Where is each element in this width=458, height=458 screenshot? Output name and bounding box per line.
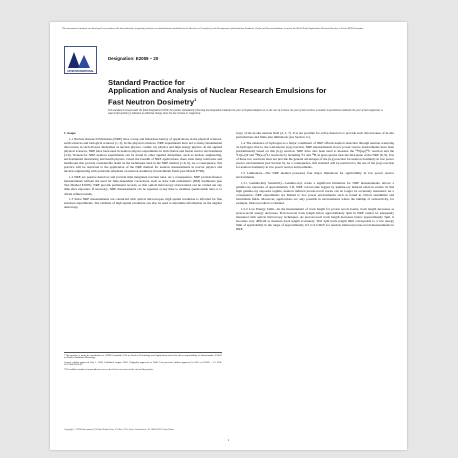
logo-text: ASTM INTERNATIONAL (67, 70, 94, 73)
paragraph-1-3-continued: tropy of the in-situ neutron field (4, 5, 7). It is not possible for active detectors to provide such data because of in-situ perturbations and finite-size limitations (see Section 11). (236, 131, 394, 140)
paragraph-1-3: 1.3 Since NRE measurements are conducted with optical microscopes, high spatial resolution is afforded for fine structure experiments. The attribute of high spatial resolution can also be used to determine information on the angular anisotropy (64, 197, 222, 210)
title-line-2: Application and Analysis of Nuclear Research Emulsions for (108, 86, 327, 96)
title-line-3-text: Fast Neutron Dosimetry (108, 97, 195, 107)
astm-logo (64, 46, 97, 74)
scope-heading: 1. Scope (64, 131, 76, 135)
paragraph-1-5: 1.5 Limitations—The NRE method possesses four major limitations for applicability in low power reactor environments. (236, 171, 394, 180)
page-number: 1 (227, 438, 230, 442)
left-column (64, 131, 222, 211)
wto-notice: This international standard was developed in accordance with internationally recognized principles on standardization established in the Decision on Principles for the Development of International Standards, Guides and Recommendations issued by the World Trade Organization Technical Barriers to Trade (TBT) Committee. (62, 28, 364, 30)
title-line-1: Standard Practice for (108, 78, 185, 87)
paragraph-1-5-1: 1.5.1 Gamma-Ray Sensitivity—Gamma-rays create a significant limitation for NRE measurements. Above a gamma-ray exposure of approximately 3 R, NRE can become fogged by gamma-ray induced electron events. In this high gamma-ray exposure regime, neutron induced proton-recoil tracks can no longer be accurately measured. As a consequence, NRE experiments are limited to low power environments such as found in critical assemblies and benchmark fields. Moreover, applications are only possible in environments where the buildup of radioactivity, for example, fission products, is limited. (236, 180, 394, 206)
footnote-2: ² The boldface numbers in parentheses refer to the list of references at the end of this practice. (64, 367, 154, 371)
paragraph-1-4: 1.4 The existence of hydrogen as a major constituent of NRE affords neutron detection through neutron scattering on hydrogen, that is, the well-known (n,p) reaction. NRE measurements in low power reactor environments have been predominantly based on this (n,p) reaction. NRE have also been used to measure the ¹⁴N(n,p)¹⁴C reaction and the ⁶Li(n,α)T and ¹⁰B(n,α)⁷Li reactions by including ⁶Li and ¹⁰B as glass specks near the mid-plane of the NRE (8, 9). Use of these two reactions does not provide the general advantages of the (n,p) reaction for neutron dosimetry in low power reactor environments (see Section 6). As a consequence, this standard will be restricted to the use of the (n,p) reaction for neutron dosimetry in low power reactor environments. (236, 140, 394, 170)
title-footnote-mark: 1 (194, 96, 197, 102)
title-line-3 (108, 96, 338, 107)
right-column (236, 131, 394, 233)
footnote-edition: Current edition approved July 1, 2020. Published August 2020. Originally approved in 2000. Last previous edition approved in 2015 as E2059 – 15. DOI: 10.1520/E2059-20. (64, 360, 222, 367)
copyright-line: Copyright © ASTM International, 100 Barr Harbor Drive, PO Box C700, West Conshohocken, PA 19428-2959. United States (64, 429, 175, 431)
designation: Designation: E2059 – 20 (108, 56, 159, 61)
footnotes (64, 352, 222, 373)
paragraph-1-2: 1.2 NRE are passive detectors and provide time integrated reaction rates. As a consequence, NRE provide fluence measurements without the need for time-dependent corrections, such as arise with radiometric (RM) dosimeters (see Test Method E1005). NRE provide permanent records, so that optical microscopy observations can be carried out any time after exposure. If necessary, NRE measurements can be repeated at any time to examine questionable data or to obtain refined results. (64, 175, 222, 196)
paragraph-1-5-2: 1.5.2 Low Energy Limit—In the measurement of track length for proton recoil events, track length decreases as proton-recoil energy decreases. Proton-recoil track length below approximately 3μm in NRE cannot be adequately measured with optical microscopy techniques. As proton-recoil track length decreases below approximately 3μm, it becomes very difficult to measure track length accurately. This 3μm track length limit corresponds to a low energy limit of applicability in the range of approximately 0.3 to 0.4 MeV for neutron induced proton-recoil measurements in NRE. (236, 206, 394, 232)
document-page (50, 22, 407, 450)
document-title (108, 79, 338, 107)
standard-issue-note: This standard is issued under the fixed designation E2059; the number immediately following the designation indicates the year of original adoption or, in the case of revision, the year of last revision. A number in parentheses indicates the year of last reapproval. A superscript epsilon (ε) indicates an editorial change since the last revision or reapproval. (108, 109, 383, 116)
footnote-1: ¹ This practice is under the jurisdiction of ASTM Committee E10 on Nuclear Technology and Applications and is the direct responsibility of Subcommittee E10.05 on Nuclear Radiation Metrology. (64, 353, 222, 360)
paragraph-1-1: 1.1 Nuclear Research Emulsions (NRE) have a long and illustrious history of applications in the physical sciences, earth sciences and biological sciences (1, 2). In the physical sciences, NRE experiments have led to many fundamental discoveries in such diverse disciplines as nuclear physics, cosmic ray physics and high energy physics. In the applied physical sciences, NRE have been used in neutron physics experiments in both fission and fusion reactor environments (3-6). Nonreactor NRE neutron experiments can be found in other applied disciplines, such as nuclear engineering, environmental monitoring and health physics. Given the breadth of NRE applications, there exist many textbooks and handbooks that provide considerable detail on the techniques used in the NRE method (1-6, 6). As a consequence, this practice will be restricted to the application of the NRE method for neutron measurements in reactor physics and nuclear engineering with particular emphasis on neutron dosimetry in benchmark fields (see Matrix E706). (64, 136, 222, 174)
